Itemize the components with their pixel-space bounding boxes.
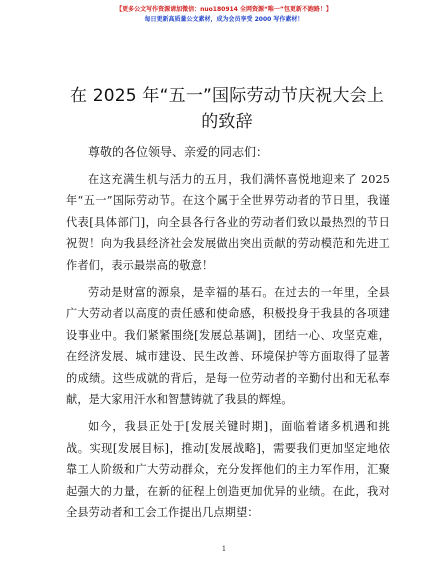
document-body	[66, 141, 390, 530]
page-number: 1	[221, 545, 227, 553]
promo-banner-line-2: 每日更新高质量公文素材，成为会员享受 2000 写作素材！	[144, 16, 304, 23]
paragraph-2: 劳动是财富的源泉，是幸福的基石。在过去的一年里，全县广大劳动者以高度的责任感和使命感，积极投身于我县的各项建设事业中。我们紧紧围绕[发展总基调]，团结一心、攻坚克难，在经济发展、城市建设、民生改善、环境保护等方面取得了显著的成绩。这些成就的背后，是每一位劳动者的辛勤付出和无私奉献，是大家用汗水和智慧铸就了我县的辉煌。	[66, 286, 390, 407]
promo-banner-line-1: 【更多公文写作资源请加微信：nuo180914 全网资源“唯一”包更新不跑路！】	[116, 6, 332, 13]
paragraph-3: 如今，我县正处于[发展关键时期]，面临着诸多机遇和挑战。实现[发展目标]，推动[发展战略]，需要我们更加坚定地依靠工人阶级和广大劳动群众，充分发挥他们的主力军作用，汇聚起强大的力量，在新的征程上创造更加优异的业绩。在此，我对全县劳动者和工会工作提出几点期望：	[66, 420, 390, 520]
salutation: 尊敬的各位领导、亲爱的同志们：	[88, 145, 269, 159]
paragraph-1: 在这充满生机与活力的五月，我们满怀喜悦地迎来了 2025 年“五一”国际劳动节。在这个属于全世界劳动者的节日里，我谨代表[具体部门]，向全县各行各业的劳动者们致以最热烈的节日祝贺！向为我县经济社会发展做出突出贡献的劳动模范和先进工作者们，表示最崇高的敬意！	[66, 173, 390, 272]
document-title: 在 2025 年“五一”国际劳动节庆祝大会上的致辞	[69, 86, 385, 132]
promo-banner	[0, 4, 448, 25]
